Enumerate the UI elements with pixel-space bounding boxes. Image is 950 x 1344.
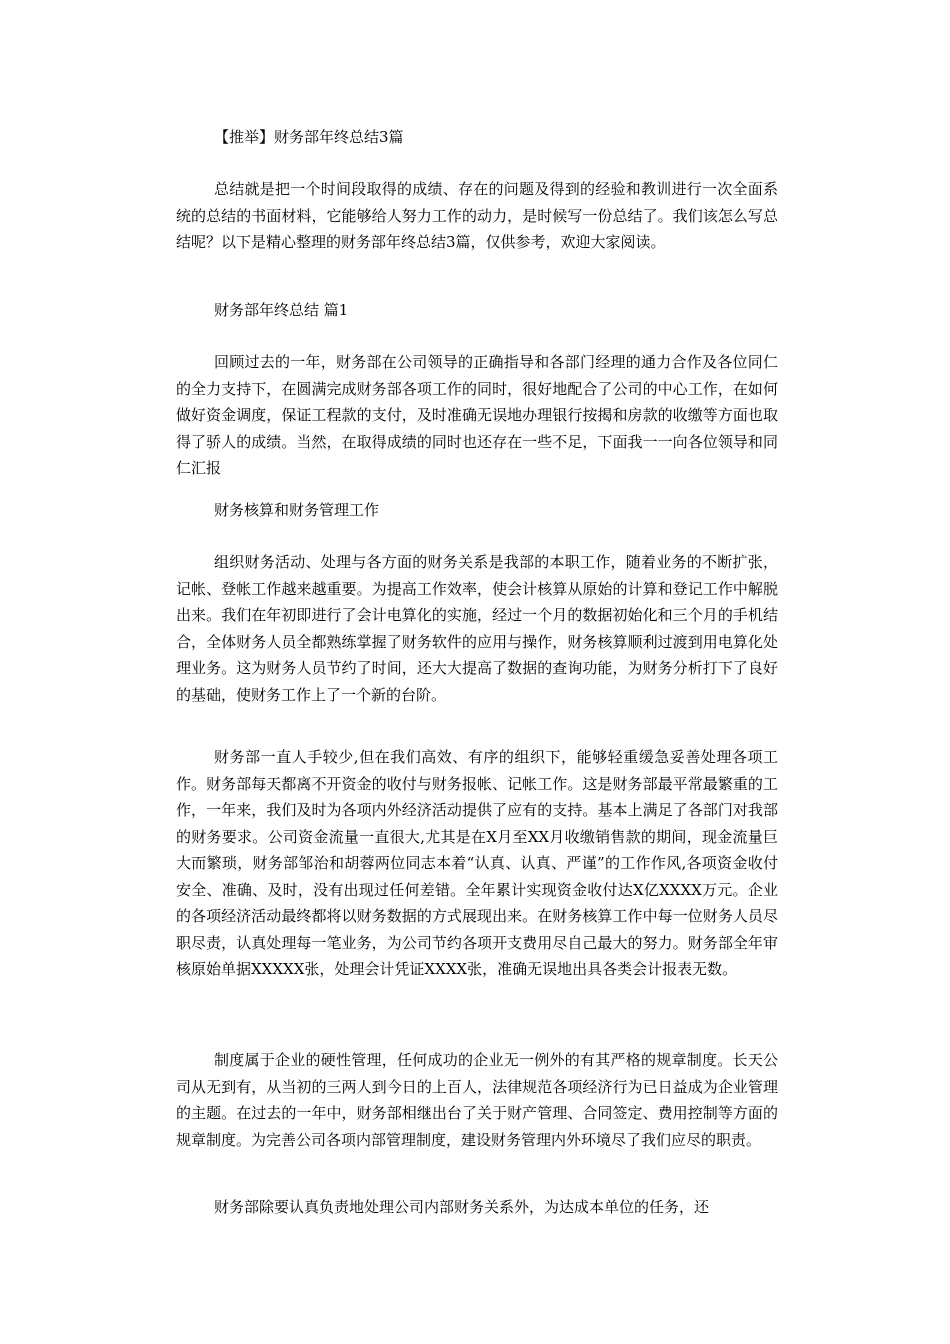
subheading: 财务核算和财务管理工作 [214, 501, 380, 519]
external-paragraph: 财务部除要认真负责地处理公司内部财务关系外，为达成本单位的任务，还 [214, 1198, 710, 1216]
section-title: 财务部年终总结 篇1 [214, 301, 349, 319]
document-title: 【推举】财务部年终总结3篇 [214, 128, 404, 146]
accounting-paragraph: 组织财务活动、处理与各方面的财务关系是我部的本职工作，随着业务的不断扩张，记帐、登帐工作越来越重要。为提高工作效率，使会计核算从原始的计算和登记工作中解脱出来。我们在年初即进行了会计电算化的实施，经过一个月的数据初始化和三个月的手机结合，全体财务人员全都熟练掌握了财务软件的应用与操作，财务核算顺利过渡到用电算化处理业务。这为财务人员节约了时间，还大大提高了数据的查询功能，为财务分析打下了良好的基础，使财务工作上了一个新的台阶。 [176, 553, 778, 704]
staff-paragraph: 财务部一直人手较少,但在我们高效、有序的组织下，能够轻重缓急妥善处理各项工作。财务部每天都离不开资金的收付与财务报帐、记帐工作。这是财务部最平常最繁重的工作，一年来，我们及时为各项内外经济活动提供了应有的支持。基本上满足了各部门对我部的财务要求。公司资金流量一直很大,尤其是在X月至XX月收缴销售款的期间，现金流量巨大而繁琐，财务部邹治和胡蓉两位同志本着“认真、认真、严谨”的工作作风,各项资金收付安全、准确、及时，没有出现过任何差错。全年累计实现资金收付达X亿XXXX万元。企业的各项经济活动最终都将以财务数据的方式展现出来。在财务核算工作中每一位财务人员尽职尽责，认真处理每一笔业务，为公司节约各项开支费用尽自己最大的努力。财务部全年审核原始单据XXXXX张，处理会计凭证XXXX张，准确无误地出具各类会计报表无数。 [176, 748, 778, 978]
intro-paragraph: 总结就是把一个时间段取得的成绩、存在的问题及得到的经验和教训进行一次全面系统的总结的书面材料，它能够给人努力工作的动力，是时候写一份总结了。我们该怎么写总结呢？以下是精心整理的财务部年终总结3篇，仅供参考，欢迎大家阅读。 [176, 180, 778, 251]
rules-paragraph: 制度属于企业的硬性管理，任何成功的企业无一例外的有其严格的规章制度。长天公司从无到有，从当初的三两人到今日的上百人，法律规范各项经济行为已日益成为企业管理的主题。在过去的一年中，财务部相继出台了关于财产管理、合同签定、费用控制等方面的规章制度。为完善公司各项内部管理制度，建设财务管理内外环境尽了我们应尽的职责。 [176, 1051, 778, 1149]
review-paragraph: 回顾过去的一年，财务部在公司领导的正确指导和各部门经理的通力合作及各位同仁的全力支持下，在圆满完成财务部各项工作的同时，很好地配合了公司的中心工作，在如何做好资金调度，保证工程款的支付，及时准确无误地办理银行按揭和房款的收缴等方面也取得了骄人的成绩。当然，在取得成绩的同时也还存在一些不足，下面我一一向各位领导和同仁汇报 [176, 353, 778, 477]
